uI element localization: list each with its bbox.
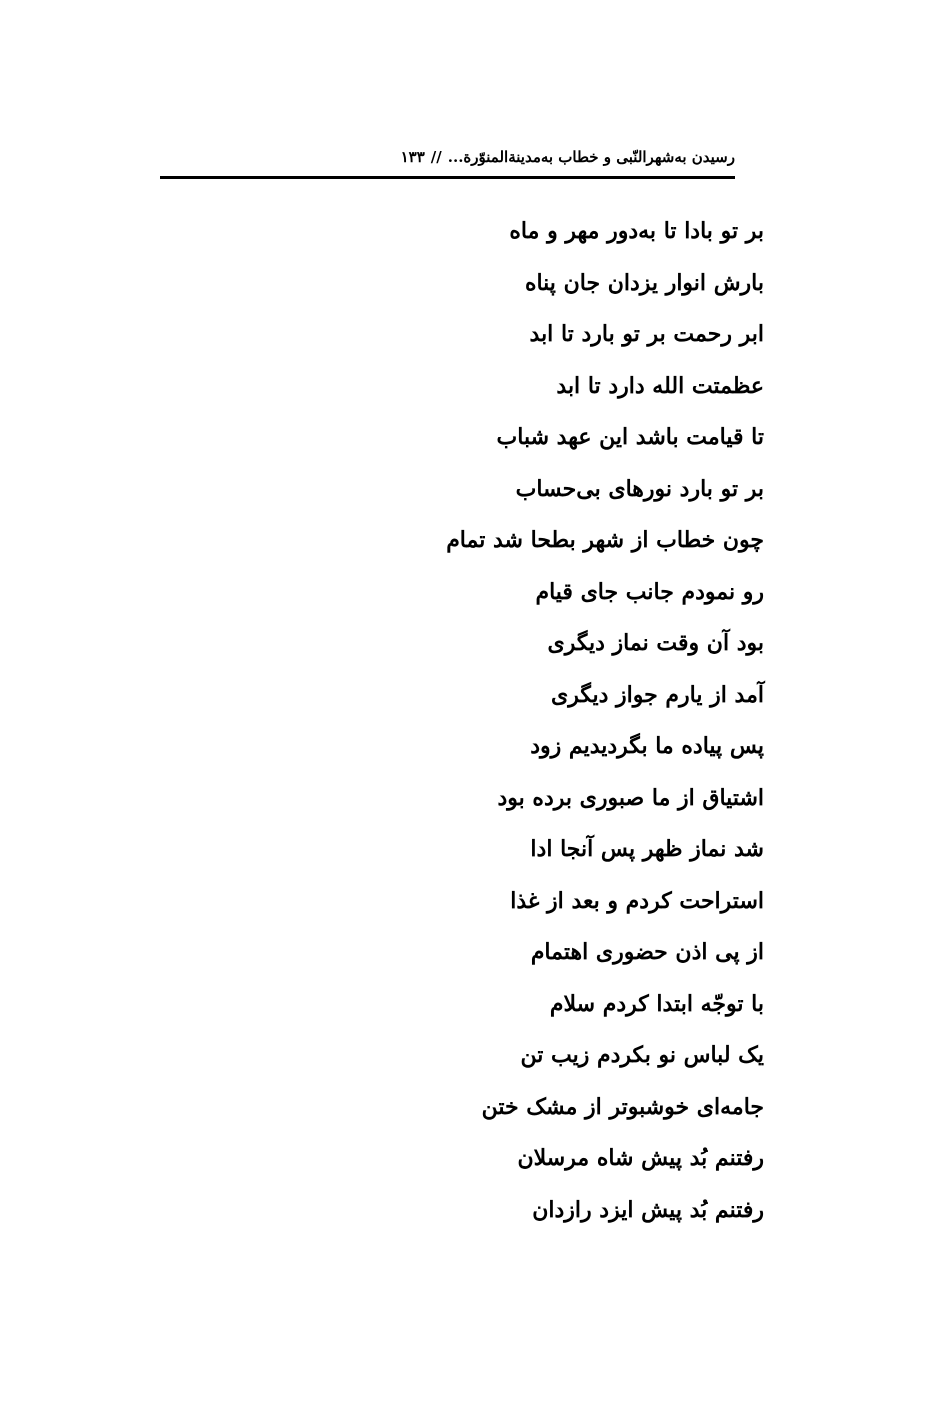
running-header	[160, 140, 735, 174]
verse-line: عظمتت الله دارد تا ابد	[556, 372, 764, 399]
verse-line: تا قیامت باشد این عهد شباب	[496, 424, 764, 450]
verse-line: استراحت کردم و بعد از غذا	[510, 887, 764, 914]
verse-line: بر تو بادا تا به‌دور مهر و ماه	[509, 218, 764, 244]
verse-line: بود آن وقت نماز دیگری	[547, 630, 764, 656]
verse-line: اشتیاق از ما صبوری برده بود	[497, 784, 764, 811]
header-separator: //	[430, 148, 442, 166]
verse-line: یک لباس نو بکردم زیب تن	[520, 1042, 764, 1068]
verse-line: ابر رحمت بر تو بارد تا ابد	[529, 321, 764, 347]
verse-line: چون خطاب از شهر بطحا شد تمام	[446, 527, 764, 553]
verse-line: آمد از یارم جواز دیگری	[550, 681, 764, 708]
verse-line: با توجّه ابتدا کردم سلام	[549, 990, 764, 1017]
header-title: رسیدن به‌شهرالنّبی و خطاب به‌مدینةالمنوّرة...	[447, 148, 735, 166]
verse-line: جامه‌ای خوشبوتر از مشک ختن	[481, 1093, 764, 1120]
verse-line: رفتنم بُد پیش ایزد رازدان	[532, 1196, 764, 1223]
verse-line: بر تو بارد نورهای بی‌حساب	[515, 475, 764, 502]
verse-line: بارش انوار یزدان جان پناه	[524, 269, 764, 296]
verse-block	[160, 206, 764, 1236]
verse-line: رفتنم بُد پیش شاه مرسلان	[517, 1145, 764, 1171]
header-rule	[160, 176, 735, 179]
verse-line: پس پیاده ما بگردیدیم زود	[530, 733, 764, 759]
verse-line: شد نماز ظهر پس آنجا ادا	[530, 836, 764, 862]
verse-line: از پی اذن حضوری اهتمام	[530, 939, 764, 965]
page-number: ۱۳۳	[400, 148, 425, 166]
verse-line: رو نمودم جانب جای قیام	[535, 578, 764, 605]
